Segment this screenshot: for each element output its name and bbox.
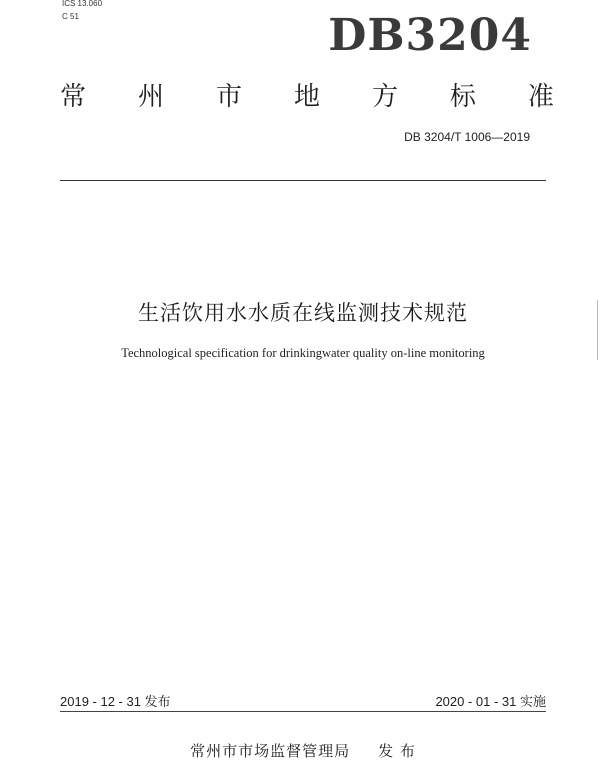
category-code: C 51 — [62, 12, 79, 21]
implementation-date: 2020 - 01 - 31 实施 — [435, 694, 546, 709]
standard-name-char: 地 — [293, 82, 320, 112]
standard-name-char: 州 — [137, 82, 164, 112]
issuer-organization: 常州市市场监督管理局 — [190, 742, 351, 760]
standard-name — [60, 84, 554, 110]
standard-name-char: 市 — [215, 82, 242, 112]
header-divider — [60, 180, 546, 181]
db-logo: DB3204 — [328, 10, 532, 61]
standard-name-char: 标 — [449, 82, 476, 112]
scan-edge-mark — [597, 300, 598, 360]
ics-code: ICS 13.060 — [62, 0, 103, 8]
footer-divider — [60, 711, 546, 712]
issue-date: 2019 - 12 - 31 发布 — [60, 694, 171, 709]
document-title-chinese: 生活饮用水水质在线监测技术规范 — [138, 301, 468, 325]
standard-number: DB 3204/T 1006—2019 — [404, 130, 530, 144]
issuer-action: 发 布 — [378, 742, 416, 760]
document-title-english: Technological specification for drinkingwater quality on-line monitoring — [121, 346, 485, 360]
standard-name-char: 方 — [371, 82, 398, 112]
standard-name-char: 准 — [527, 82, 554, 112]
issuer-line — [60, 740, 546, 761]
standard-name-char: 常 — [60, 82, 87, 112]
